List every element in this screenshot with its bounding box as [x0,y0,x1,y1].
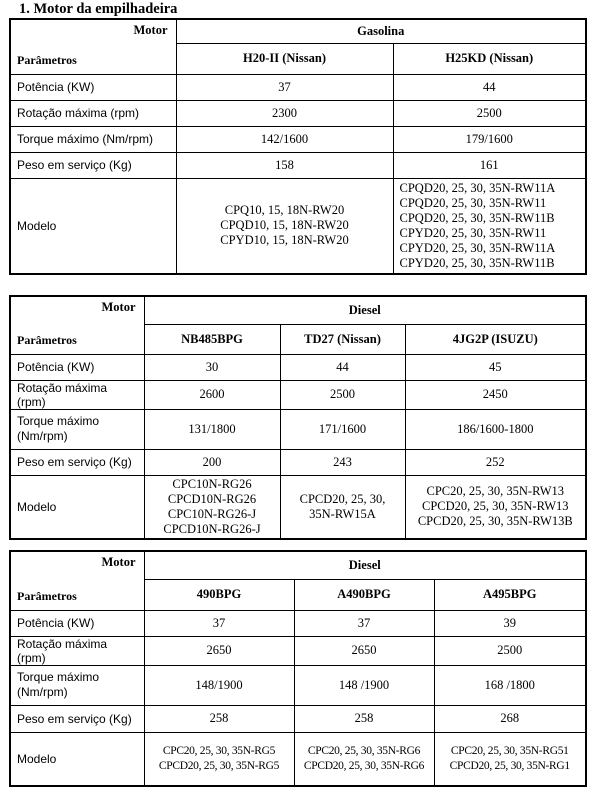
parameter-label: Modelo [10,732,144,786]
value-cell: 161 [393,152,586,178]
value-cell: 258 [144,705,294,732]
engine-header: A495BPG [434,579,586,610]
fuel-type-header: Gasolina [176,19,586,43]
value-cell: 2650 [144,636,294,665]
parameter-label: Rotação máxima (rpm) [10,100,176,126]
engine-header: 4JG2P (ISUZU) [405,324,586,354]
diesel-engine-table-1 [9,295,587,540]
diesel-engine-table-2 [9,550,587,787]
value-cell: 252 [405,449,586,475]
parameters-label: Parâmetros [17,332,77,347]
parameter-label: Torque máximo (Nm/rpm) [10,126,176,152]
parameter-label: Potência (KW) [10,610,144,636]
value-cell: 2650 [294,636,434,665]
parameter-label: Peso em serviço (Kg) [10,152,176,178]
value-cell: 148/1900 [144,665,294,705]
parameter-label: Potência (KW) [10,74,176,100]
model-list-cell: CPCD20, 25, 30, 35N-RW15A [280,475,405,539]
value-cell: 30 [144,354,280,380]
value-cell: 37 [294,610,434,636]
parameter-label: Modelo [10,178,176,274]
value-cell: 258 [294,705,434,732]
value-cell: 268 [434,705,586,732]
parameter-label: Torque máximo (Nm/rpm) [10,409,144,449]
value-cell: 171/1600 [280,409,405,449]
motor-label: Motor [101,300,136,314]
parameter-label: Torque máximo (Nm/rpm) [10,665,144,705]
value-cell: 44 [393,74,586,100]
parameters-label: Parâmetros [17,588,77,603]
value-cell: 168 /1800 [434,665,586,705]
engine-header: H25KD (Nissan) [393,43,586,74]
header-corner-cell [10,296,144,354]
model-list-cell: CPQD20, 25, 30, 35N-RW11A CPQD20, 25, 30, 35N-RW11 CPQD20, 25, 30, 35N-RW11B CPYD20, 25, 30, 35N-RW11 CPYD20, 25, 30, 35N-RW11A CPYD20, 25, 30, 35N-RW11B [393,178,586,274]
section-heading: 1. Motor da empilhadeira [19,1,178,17]
parameter-label: Peso em serviço (Kg) [10,449,144,475]
parameter-label: Potência (KW) [10,354,144,380]
engine-header: A490BPG [294,579,434,610]
header-corner-cell [10,551,144,610]
value-cell: 37 [176,74,393,100]
parameter-label: Rotação máxima (rpm) [10,636,144,665]
model-list-cell: CPC10N-RG26 CPCD10N-RG26 CPC10N-RG26-J CPCD10N-RG26-J [144,475,280,539]
value-cell: 186/1600-1800 [405,409,586,449]
value-cell: 142/1600 [176,126,393,152]
motor-label: Motor [133,23,168,37]
engine-header: TD27 (Nissan) [280,324,405,354]
motor-label: Motor [101,555,136,569]
model-list-cell: CPC20, 25, 30, 35N-RG51 CPCD20, 25, 30, 35N-RG1 [434,732,586,786]
gasoline-engine-table [9,18,587,275]
parameter-label: Rotação máxima (rpm) [10,380,144,409]
value-cell: 44 [280,354,405,380]
value-cell: 2450 [405,380,586,409]
value-cell: 2500 [393,100,586,126]
value-cell: 37 [144,610,294,636]
fuel-type-header: Diesel [144,296,586,324]
model-list-cell: CPC20, 25, 30, 35N-RW13 CPCD20, 25, 30, 35N-RW13 CPCD20, 25, 30, 35N-RW13B [405,475,586,539]
fuel-type-header: Diesel [144,551,586,579]
parameters-label: Parâmetros [17,52,77,67]
parameter-label: Modelo [10,475,144,539]
value-cell: 179/1600 [393,126,586,152]
engine-header: NB485BPG [144,324,280,354]
header-corner-cell [10,19,176,74]
value-cell: 45 [405,354,586,380]
model-list-cell: CPC20, 25, 30, 35N-RG5 CPCD20, 25, 30, 35N-RG5 [144,732,294,786]
parameter-label: Peso em serviço (Kg) [10,705,144,732]
value-cell: 2500 [280,380,405,409]
value-cell: 2600 [144,380,280,409]
value-cell: 39 [434,610,586,636]
value-cell: 2300 [176,100,393,126]
value-cell: 131/1800 [144,409,280,449]
model-list-cell: CPQ10, 15, 18N-RW20 CPQD10, 15, 18N-RW20 CPYD10, 15, 18N-RW20 [176,178,393,274]
value-cell: 158 [176,152,393,178]
value-cell: 200 [144,449,280,475]
engine-header: H20-II (Nissan) [176,43,393,74]
value-cell: 148 /1900 [294,665,434,705]
value-cell: 2500 [434,636,586,665]
model-list-cell: CPC20, 25, 30, 35N-RG6 CPCD20, 25, 30, 35N-RG6 [294,732,434,786]
engine-header: 490BPG [144,579,294,610]
value-cell: 243 [280,449,405,475]
